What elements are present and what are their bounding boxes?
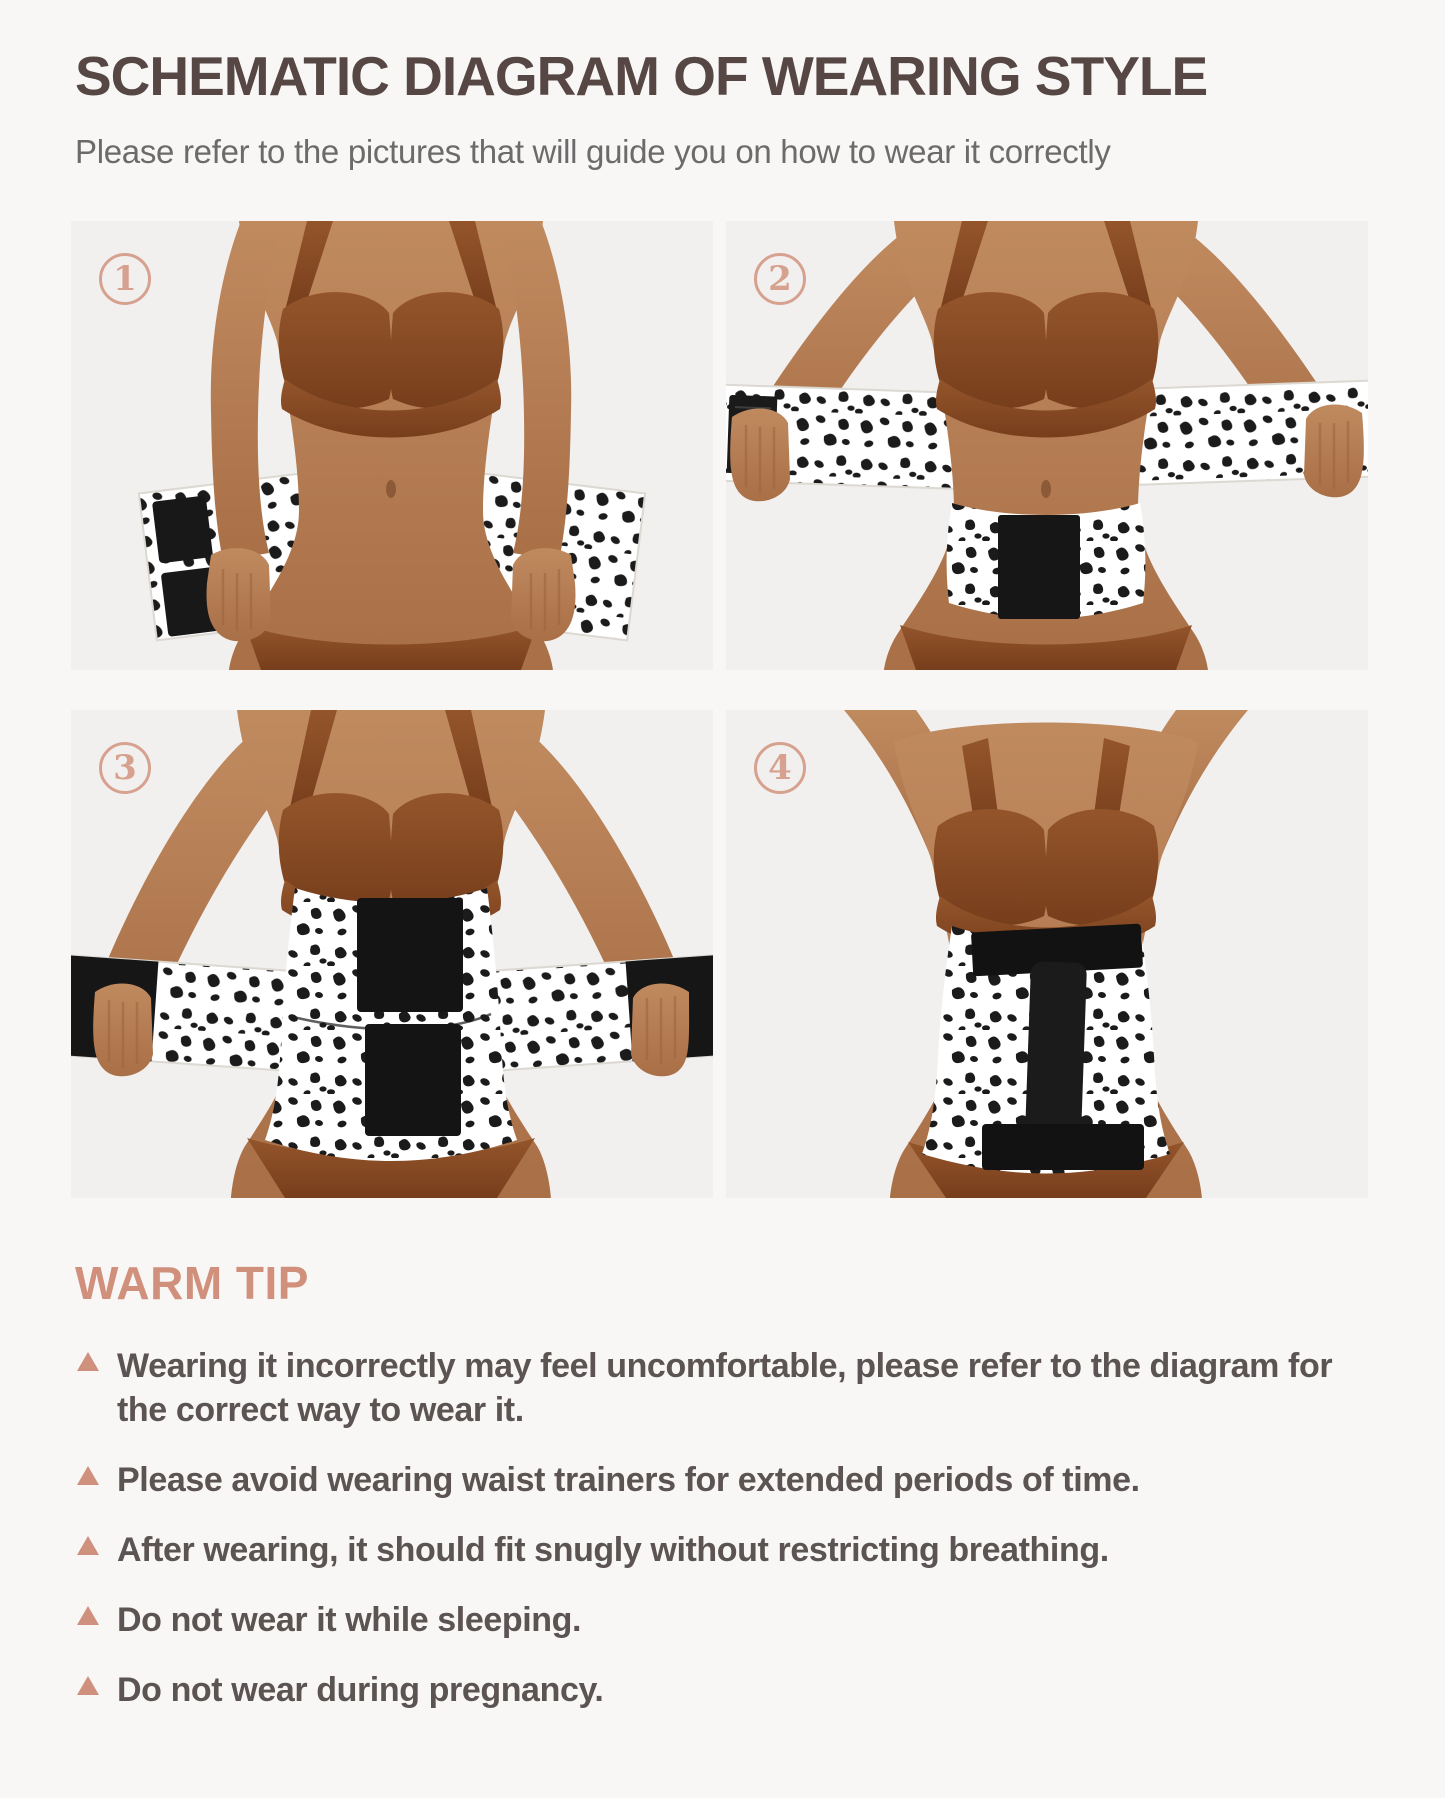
step-2-panel [726,221,1368,670]
step-2-photo [726,221,1368,670]
step-4-photo [726,710,1368,1198]
page-subtitle: Please refer to the pictures that will guide you on how to wear it correctly [75,132,1111,170]
tip-text: After wearing, it should fit snugly without restricting breathing. [117,1531,1109,1570]
triangle-bullet-icon [77,1466,99,1485]
step-4-badge: 4 [754,742,806,794]
tip-text: Do not wear it while sleeping. [117,1601,582,1640]
warm-tip-section [75,1256,1370,1713]
step-2-badge: 2 [754,253,806,305]
list-item [75,1344,1370,1432]
warm-tip-heading: WARM TIP [75,1256,309,1309]
triangle-bullet-icon [77,1352,99,1371]
tip-text: Please avoid wearing waist trainers for extended periods of time. [117,1460,1140,1499]
step-3-badge: 3 [99,742,151,794]
header [75,46,1370,171]
triangle-bullet-icon [77,1536,99,1555]
step-4-panel [726,710,1368,1198]
tip-text: Wearing it incorrectly may feel uncomfortable, please refer to the diagram for the correct way to wear it. [117,1346,1333,1429]
triangle-bullet-icon [77,1606,99,1625]
step-1-badge: 1 [99,253,151,305]
triangle-bullet-icon [77,1676,99,1695]
tip-text: Do not wear during pregnancy. [117,1671,604,1710]
page-title: SCHEMATIC DIAGRAM OF WEARING STYLE [75,45,1208,107]
step-1-photo [71,221,713,670]
list-item [75,1668,1370,1712]
step-1-panel [71,221,713,670]
step-3-photo [71,710,713,1198]
warm-tip-list [75,1344,1370,1713]
list-item [75,1528,1370,1572]
steps-grid [71,221,1445,1198]
list-item [75,1598,1370,1642]
list-item [75,1458,1370,1502]
step-3-panel [71,710,713,1198]
